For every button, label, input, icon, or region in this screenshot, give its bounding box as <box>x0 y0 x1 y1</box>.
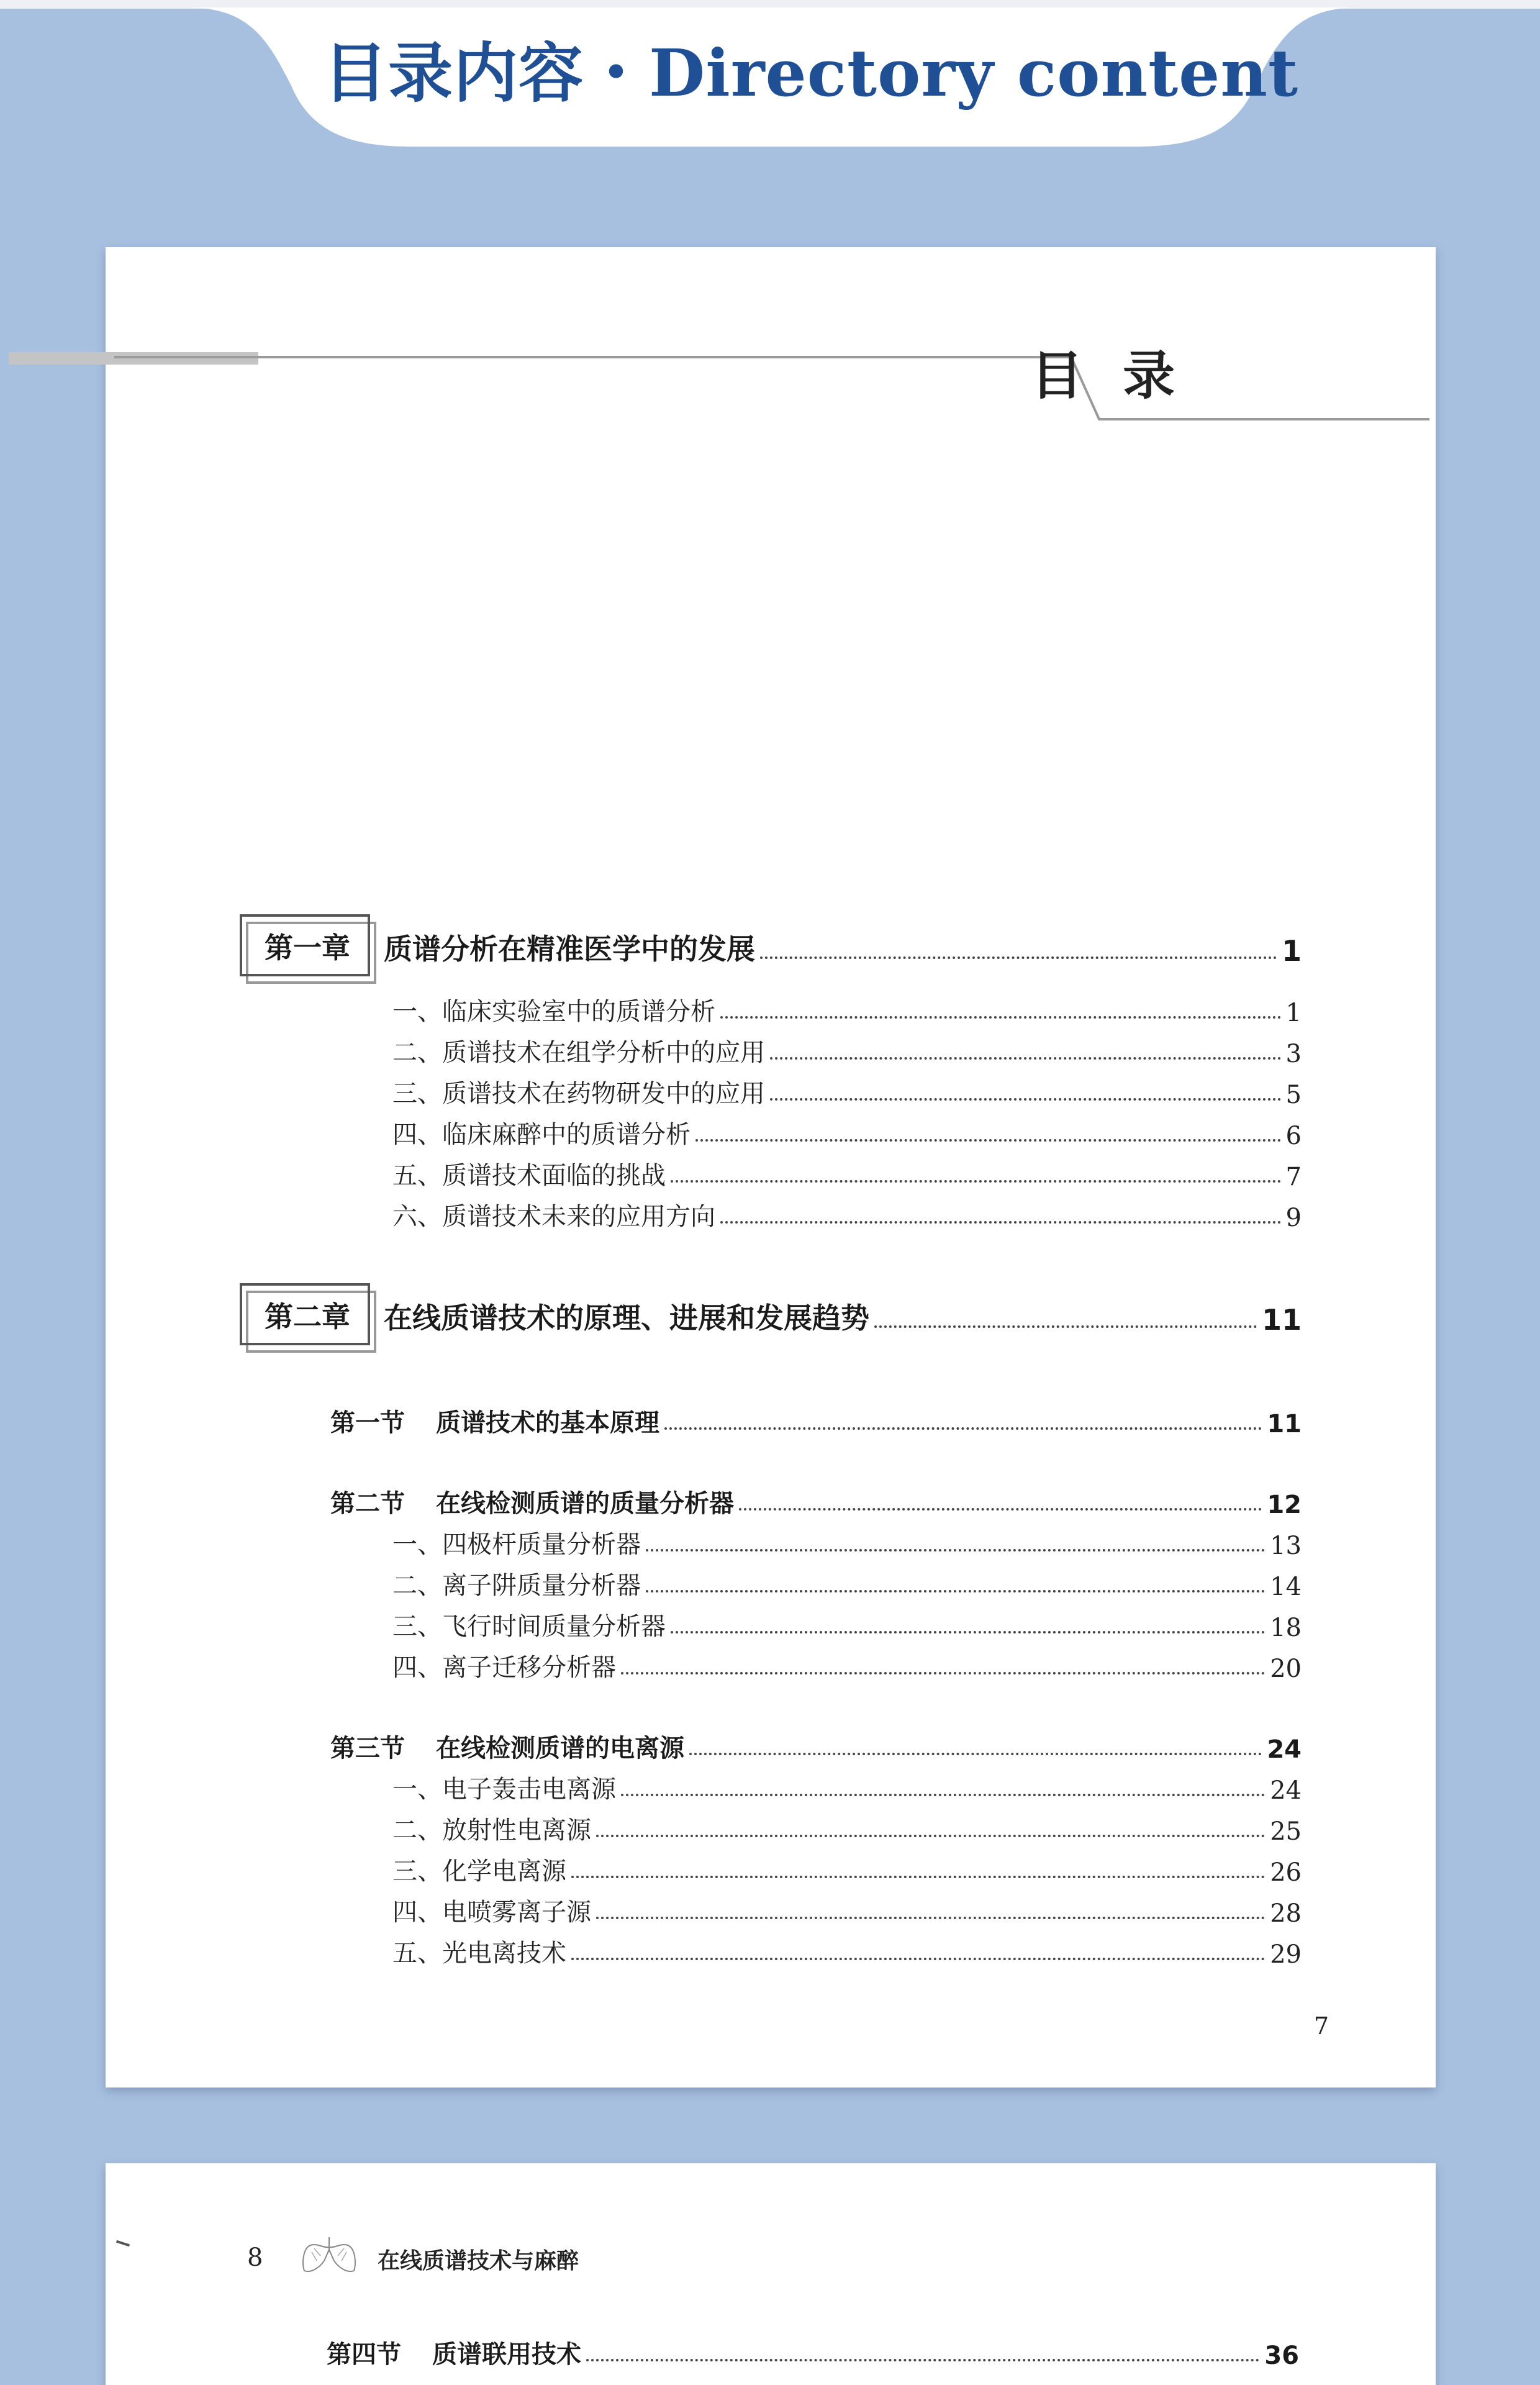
item-title: 三、化学电离源 <box>392 1857 566 1886</box>
toc-section-4[interactable] <box>327 2333 1299 2370</box>
section-title: 在线检测质谱的电离源 <box>436 1734 684 1763</box>
section-title: 在线检测质谱的质量分析器 <box>436 1489 734 1518</box>
item-title: 六、质谱技术未来的应用方向 <box>392 1202 715 1231</box>
page-ref: 1 <box>1285 999 1302 1027</box>
item-title: 四、离子迁移分析器 <box>392 1653 616 1682</box>
banner-title: 目录内容・Directory content <box>323 35 1298 111</box>
leader-dots <box>646 1549 1265 1551</box>
page-ref: 14 <box>1270 1573 1302 1601</box>
header-rule <box>0 348 1540 422</box>
section-label: 第一节 <box>330 1409 405 1437</box>
toc-item[interactable] <box>392 990 1302 1027</box>
page-ref: 6 <box>1285 1122 1302 1150</box>
item-title: 二、放射性电离源 <box>392 1816 591 1845</box>
page-ref: 11 <box>1267 1410 1302 1438</box>
item-title: 四、电喷雾离子源 <box>392 1898 591 1927</box>
toc-heading: 目录 <box>1031 345 1215 406</box>
toc-item[interactable] <box>392 1768 1302 1805</box>
page-ref: 26 <box>1270 1858 1302 1887</box>
item-title: 一、四极杆质量分析器 <box>392 1530 641 1559</box>
page-ref: 20 <box>1270 1655 1302 1683</box>
page-ref: 11 <box>1261 1303 1302 1337</box>
leader-dots <box>596 1917 1265 1919</box>
toc-item[interactable] <box>392 1523 1302 1560</box>
page-number: 7 <box>1313 2012 1329 2040</box>
toc-item[interactable] <box>392 1809 1302 1846</box>
page-ref: 18 <box>1270 1614 1302 1642</box>
leader-dots <box>646 1590 1265 1592</box>
leader-dots <box>874 1325 1257 1328</box>
toc-section-2[interactable] <box>330 1482 1302 1519</box>
chapter-label: 第一章 <box>265 931 350 965</box>
banner <box>0 0 1540 149</box>
item-title: 五、光电离技术 <box>392 1939 566 1968</box>
toc-item[interactable] <box>392 1113 1302 1150</box>
page-ref: 24 <box>1270 1776 1302 1805</box>
toc-item[interactable] <box>392 1564 1302 1601</box>
toc-item[interactable] <box>392 1072 1302 1109</box>
leader-dots <box>720 1221 1281 1224</box>
toc-item[interactable] <box>392 1605 1302 1642</box>
item-title: 五、质谱技术面临的挑战 <box>392 1161 666 1190</box>
leader-dots <box>720 1016 1281 1019</box>
lungs-icon <box>298 2233 360 2277</box>
leader-dots <box>770 1098 1281 1101</box>
leader-dots <box>586 2359 1259 2361</box>
chapter-title: 质谱分析在精准医学中的发展 <box>384 932 755 966</box>
page-ref: 5 <box>1285 1081 1302 1109</box>
leader-dots <box>770 1057 1281 1060</box>
leader-dots <box>664 1427 1262 1430</box>
running-header-title: 在线质谱技术与麻醉 <box>378 2248 579 2274</box>
toc-item[interactable] <box>392 1031 1302 1068</box>
leader-dots <box>621 1672 1265 1674</box>
toc-section-3[interactable] <box>330 1727 1302 1764</box>
page-ref: 25 <box>1270 1817 1302 1846</box>
toc-item[interactable] <box>392 1891 1302 1928</box>
leader-dots <box>760 956 1277 959</box>
leader-dots <box>571 1876 1265 1878</box>
page-ref: 36 <box>1264 2342 1299 2370</box>
toc-chapter-2[interactable] <box>265 1299 1302 1337</box>
section-label: 第三节 <box>330 1734 405 1763</box>
item-title: 四、临床麻醉中的质谱分析 <box>392 1120 691 1149</box>
page-ref: 3 <box>1285 1040 1302 1068</box>
leader-dots <box>671 1180 1281 1183</box>
section-title: 质谱联用技术 <box>432 2340 581 2369</box>
section-title: 质谱技术的基本原理 <box>436 1409 659 1437</box>
toc-item[interactable] <box>392 1932 1302 1969</box>
item-title: 三、飞行时间质量分析器 <box>392 1612 666 1641</box>
leader-dots <box>695 1139 1281 1142</box>
toc-item[interactable] <box>392 1646 1302 1683</box>
chapter-title: 在线质谱技术的原理、进展和发展趋势 <box>384 1301 869 1335</box>
page-ref: 1 <box>1281 934 1302 968</box>
leader-dots <box>596 1835 1265 1837</box>
leader-dots <box>621 1794 1265 1796</box>
item-title: 二、离子阱质量分析器 <box>392 1571 641 1600</box>
page-ref: 28 <box>1270 1899 1302 1928</box>
page-number: 8 <box>247 2243 263 2272</box>
chapter-label: 第二章 <box>265 1300 350 1333</box>
page-ref: 12 <box>1267 1491 1302 1519</box>
section-label: 第四节 <box>327 2340 401 2369</box>
leader-dots <box>689 1753 1262 1755</box>
toc-item[interactable] <box>392 1195 1302 1232</box>
page-ref: 24 <box>1267 1735 1302 1764</box>
section-label: 第二节 <box>330 1489 405 1518</box>
toc-item[interactable] <box>392 1154 1302 1191</box>
leader-dots <box>571 1958 1265 1960</box>
toc-item[interactable] <box>392 1850 1302 1887</box>
item-title: 二、质谱技术在组学分析中的应用 <box>392 1038 765 1067</box>
item-title: 一、电子轰击电离源 <box>392 1775 616 1804</box>
toc-chapter-1[interactable] <box>265 930 1302 968</box>
page-ref: 13 <box>1270 1532 1302 1560</box>
page-ref: 9 <box>1285 1204 1302 1232</box>
toc-section-1[interactable] <box>330 1401 1302 1438</box>
leader-dots <box>671 1631 1265 1633</box>
leader-dots <box>739 1508 1262 1510</box>
page-ref: 7 <box>1285 1163 1302 1191</box>
item-title: 三、质谱技术在药物研发中的应用 <box>392 1079 765 1108</box>
page-ref: 29 <box>1270 1940 1302 1969</box>
item-title: 一、临床实验室中的质谱分析 <box>392 997 715 1026</box>
